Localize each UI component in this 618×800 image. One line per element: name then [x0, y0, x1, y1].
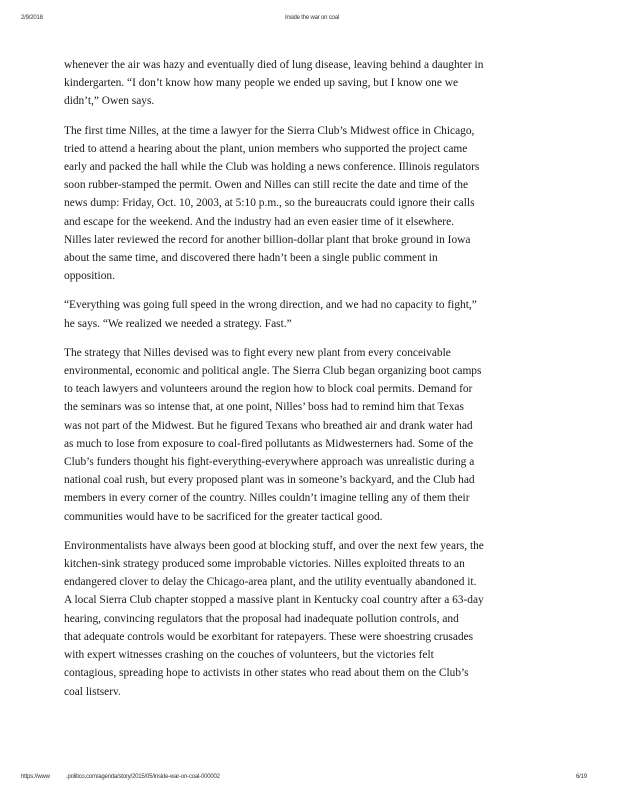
print-page-title: Inside the war on coal: [285, 15, 339, 21]
text-line: that adequate controls would be exorbitant for ratepayers. These were shoestring crusades: [64, 630, 474, 643]
text-line: contagious, spreading hope to activists in other states who read about them on the Club’s: [64, 667, 469, 680]
text-line: A local Sierra Club chapter stopped a massive plant in Kentucky coal country after a 63-day: [64, 594, 484, 607]
text-line: communities would have to be sacrificed for the greater tactical good.: [64, 510, 383, 523]
text-line: “Everything was going full speed in the wrong direction, and we had no capacity to fight,”: [64, 299, 477, 312]
text-line: with expert witnesses crashing on the couches of volunteers, but the victories felt: [64, 649, 434, 662]
text-line: as much to lose from exposure to coal-fired pollutants as Midwesterners had. Some of the: [64, 437, 474, 450]
paragraph: [64, 122, 504, 286]
text-line: early and packed the hall while the Club was holding a news conference. Illinois regulators: [64, 161, 480, 174]
print-date: 2/9/2018: [21, 15, 43, 21]
text-line: he says. “We realized we needed a strategy. Fast.”: [64, 317, 292, 330]
text-line: environmental, economic and political angle. The Sierra Club began organizing boot camps: [64, 365, 482, 378]
text-line: the seminars was so intense that, at one point, Nilles’ boss had to remind him that Texas: [64, 401, 464, 414]
paragraph: [64, 296, 504, 332]
text-line: was not part of the Midwest. But he figured Texans who breathed air and drank water had: [64, 419, 473, 432]
text-line: members in every corner of the country. Nilles couldn’t imagine telling any of them their: [64, 492, 470, 505]
text-line: endangered clover to delay the Chicago-area plant, and the utility eventually abandoned it.: [64, 576, 477, 589]
text-line: whenever the air was hazy and eventually died of lung disease, leaving behind a daughter in: [64, 59, 484, 71]
text-line: to teach lawyers and volunteers around the region how to block coal permits. Demand for: [64, 383, 473, 396]
text-line: tried to attend a hearing about the plant, union members who supported the project came: [64, 142, 468, 155]
text-line: and escape for the weekend. And the industry had an even easier time of it elsewhere.: [64, 215, 454, 228]
paragraph: [64, 56, 504, 111]
text-line: hearing, convincing regulators that the proposal had inadequate pollution controls, and: [64, 612, 459, 625]
text-line: about the same time, and discovered there hadn’t been a single public comment in: [64, 252, 438, 265]
text-line: Environmentalists have always been good at blocking stuff, and over the next few years, the: [64, 539, 484, 552]
text-line: didn’t,” Owen says.: [64, 95, 155, 108]
print-page-number: 6/19: [576, 774, 587, 780]
text-line: The strategy that Nilles devised was to fight every new plant from every conceivable: [64, 346, 451, 359]
paragraph: [64, 344, 504, 526]
paragraph: [64, 537, 504, 701]
article-body: [64, 56, 504, 701]
text-line: soon rubber-stamped the permit. Owen and Nilles can still recite the date and time of the: [64, 179, 469, 192]
text-line: coal listserv.: [64, 685, 121, 698]
text-line: Club’s funders thought his fight-everything-everywhere approach was unrealistic during a: [64, 456, 475, 469]
text-line: news dump: Friday, Oct. 10, 2003, at 5:10 p.m., so the bureaucrats could ignore their calls: [64, 197, 475, 210]
text-line: Nilles later reviewed the record for another billion-dollar plant that broke ground in Iowa: [64, 233, 471, 246]
text-line: national coal rush, but every proposed plant was in someone’s backyard, and the Club had: [64, 474, 475, 487]
print-url: .politico.com/agenda/story/2015/05/inside-war-on-coal-000002: [66, 774, 220, 780]
print-url-prefix: https://www: [21, 774, 50, 780]
text-line: opposition.: [64, 270, 115, 283]
text-line: The first time Nilles, at the time a lawyer for the Sierra Club’s Midwest office in Chicago,: [64, 124, 475, 137]
text-line: kitchen-sink strategy produced some improbable victories. Nilles exploited threats to an: [64, 558, 465, 571]
text-line: kindergarten. “I don’t know how many people we ended up saving, but I know one we: [64, 77, 459, 90]
